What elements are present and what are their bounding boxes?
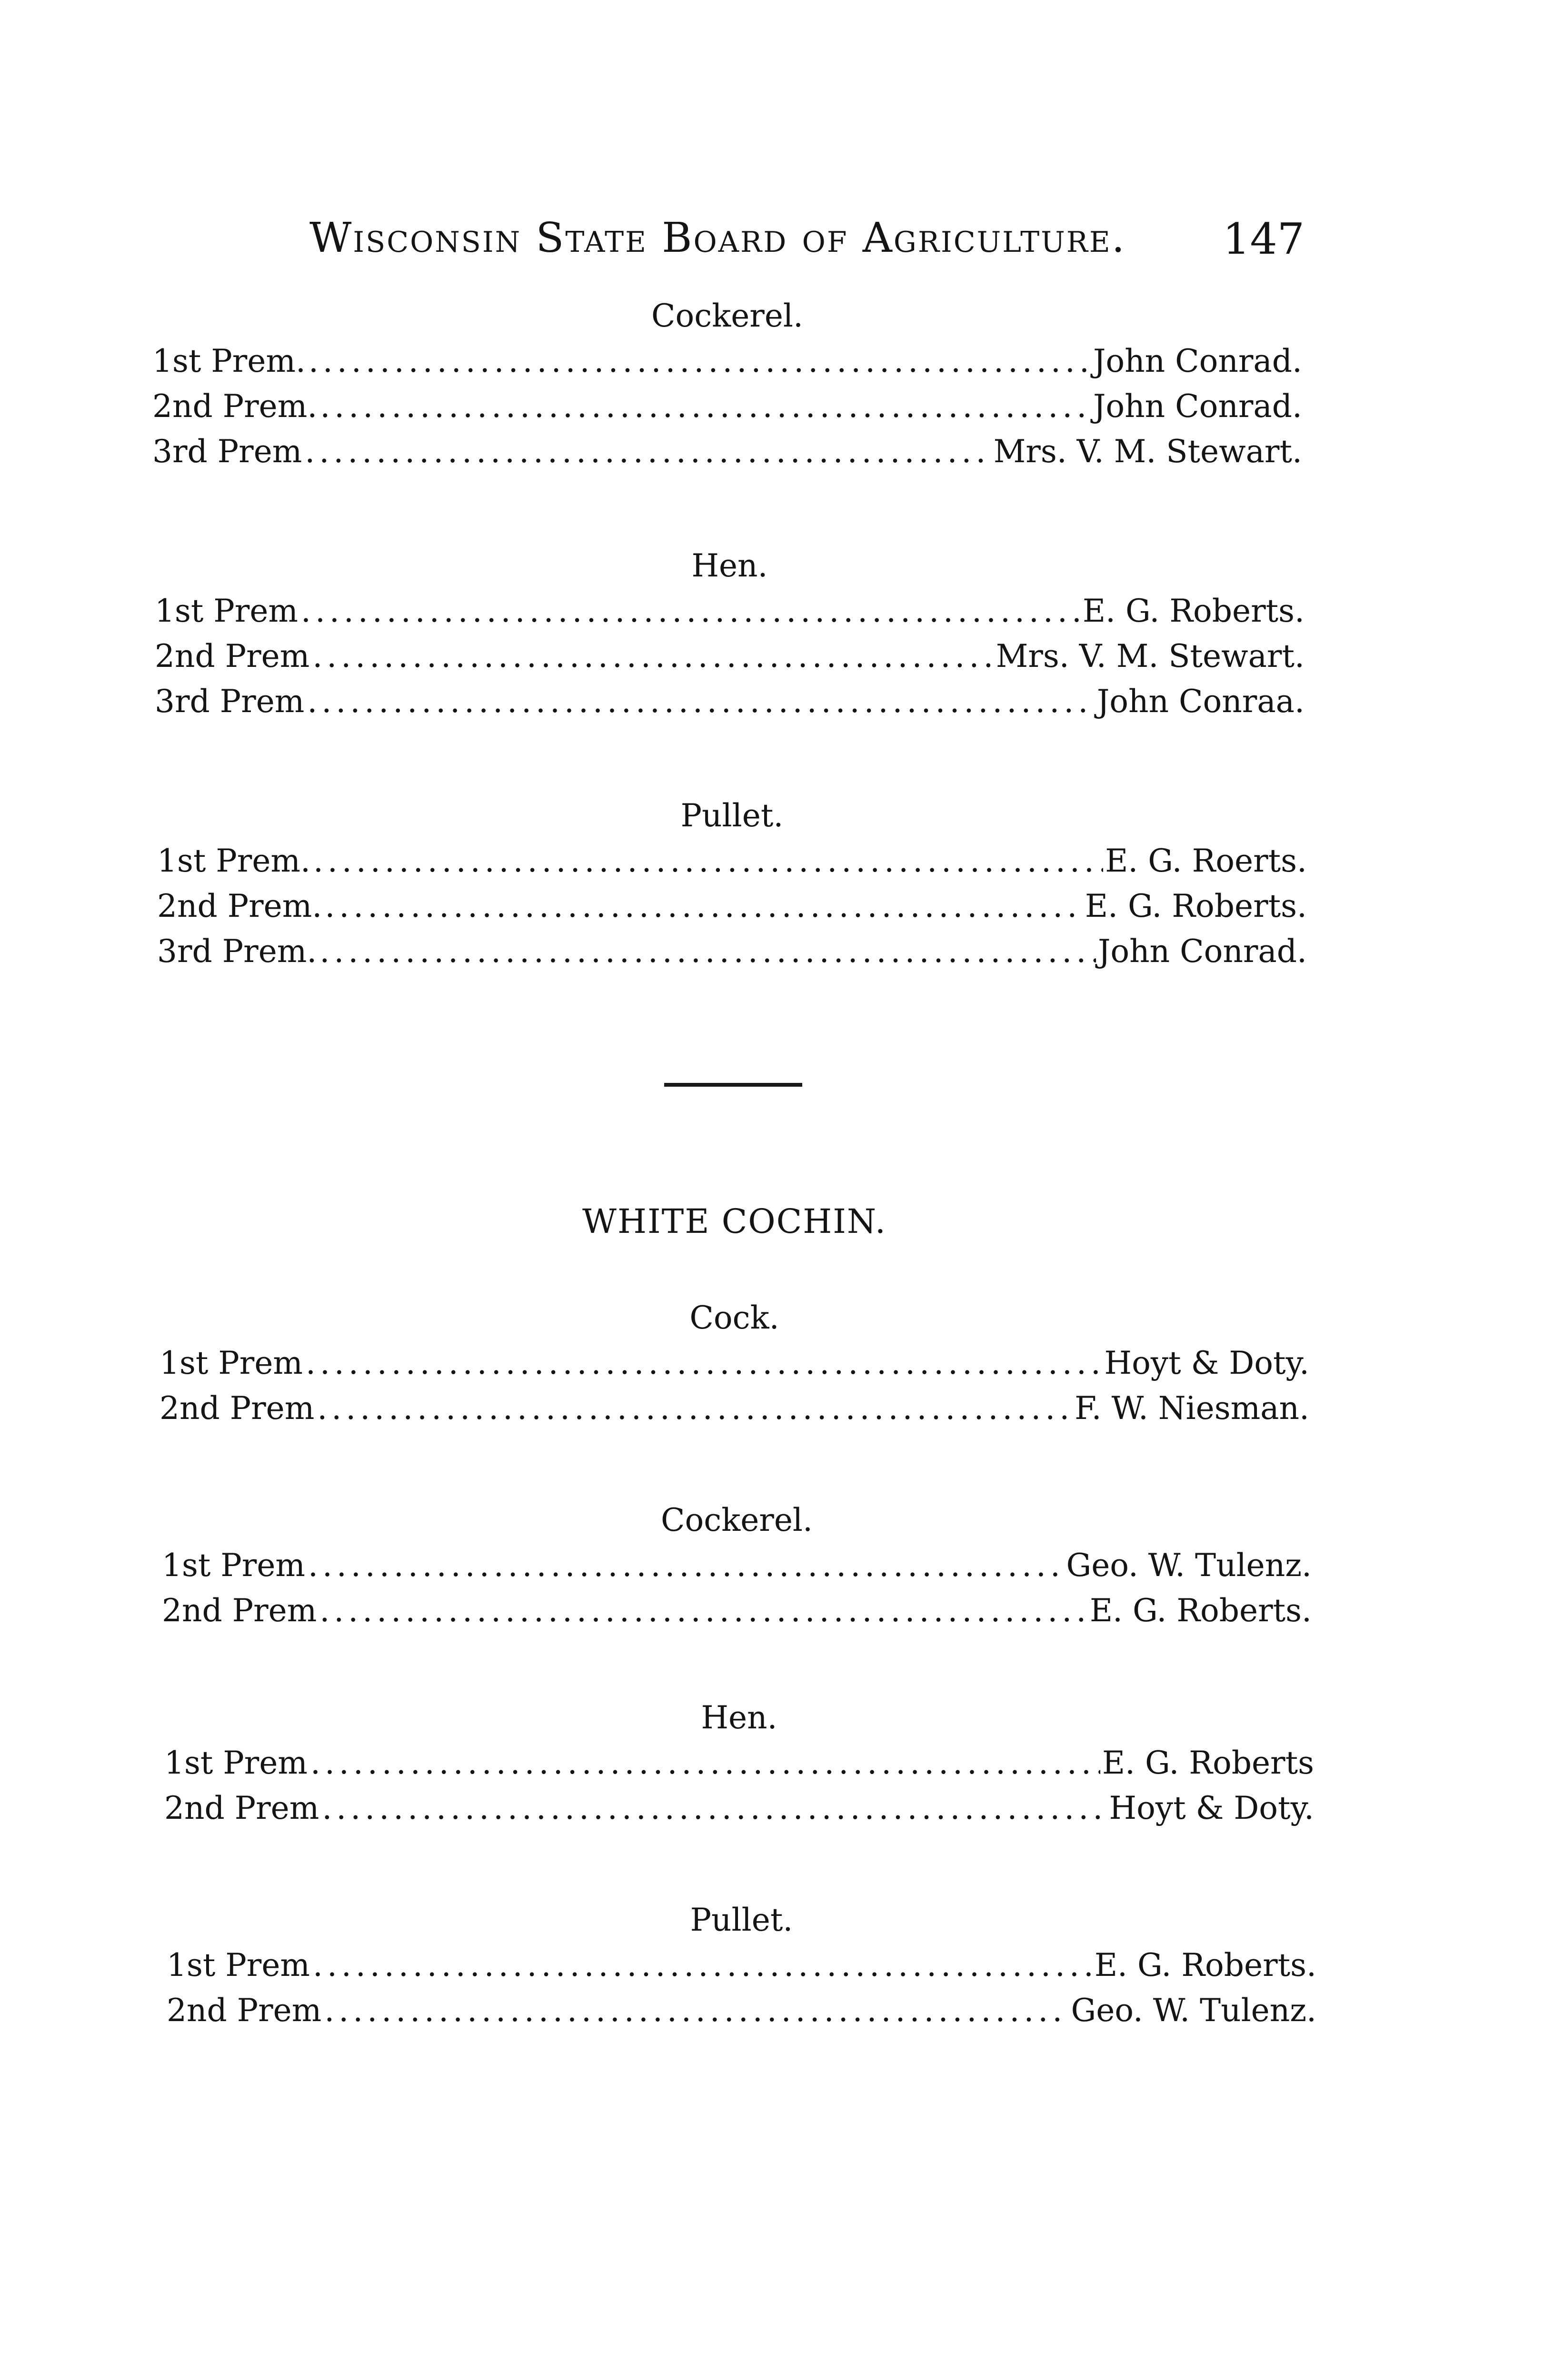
premium-place: 2nd Prem. — [157, 888, 322, 924]
premium-place: 2nd Prem — [164, 1790, 319, 1826]
section-divider — [664, 1083, 802, 1087]
premium-place: 3rd Prem. — [157, 933, 317, 970]
premium-winner: E. G. Roerts. — [1105, 843, 1307, 879]
premium-entry — [167, 1992, 1316, 2035]
dot-leader — [320, 388, 1091, 425]
premium-winner: John Conrad. — [1093, 343, 1302, 379]
dot-leader — [305, 433, 991, 470]
dot-leader — [307, 683, 1095, 720]
premium-place: 2nd Prem — [167, 1992, 322, 2029]
premium-entry — [164, 1745, 1314, 1787]
premium-entry — [159, 1390, 1309, 1433]
breed-title: WHITE COCHIN. — [582, 1202, 887, 1241]
premium-entry — [155, 593, 1305, 635]
page-header — [309, 205, 1305, 276]
premium-winner: Geo. W. Tulenz. — [1066, 1547, 1312, 1584]
class-heading: Hen. — [701, 1699, 777, 1736]
premium-winner: E. G. Roberts. — [1085, 888, 1307, 924]
class-heading: Pullet. — [690, 1902, 793, 1938]
premium-place: 3rd Prem — [152, 433, 302, 470]
premium-place: 3rd Prem — [155, 683, 305, 720]
premium-entry — [155, 683, 1305, 726]
premium-winner: Mrs. V. M. Stewart. — [996, 638, 1305, 674]
premium-place: 1st Prem — [162, 1547, 305, 1584]
premium-winner: E. G. Roberts. — [1082, 593, 1305, 629]
dot-leader — [312, 638, 994, 674]
class-heading: Cock. — [689, 1299, 779, 1336]
dot-leader — [319, 1592, 1088, 1629]
premium-place: 1st Prem — [167, 1947, 310, 1983]
premium-place: 2nd Prem. — [152, 388, 318, 425]
premium-place: 1st Prem — [159, 1345, 303, 1381]
premium-winner: F. W. Niesman. — [1075, 1390, 1309, 1427]
class-heading: Cockerel. — [651, 298, 803, 334]
premium-place: 2nd Prem — [159, 1390, 315, 1427]
dot-leader — [324, 1992, 1069, 2029]
class-heading: Pullet. — [680, 797, 784, 834]
premium-entry — [164, 1790, 1314, 1833]
premium-entry — [152, 433, 1302, 476]
premium-winner: E. G. Roberts. — [1094, 1947, 1316, 1983]
premium-entry — [159, 1345, 1309, 1388]
dot-leader — [317, 1390, 1073, 1427]
premium-entry — [157, 888, 1307, 931]
premium-entry — [162, 1547, 1312, 1590]
dot-leader — [319, 933, 1096, 970]
running-head: Wisconsin State Board of Agriculture. — [309, 214, 1126, 262]
premium-winner: E. G. Roberts. — [1089, 1592, 1312, 1629]
premium-entry — [157, 933, 1307, 976]
premium-place: 1st Prem. — [152, 343, 306, 379]
premium-winner: Hoyt & Doty. — [1104, 1345, 1309, 1381]
dot-leader — [308, 1547, 1065, 1584]
class-heading: Cockerel. — [661, 1502, 813, 1538]
dot-leader — [310, 1745, 1100, 1781]
premium-winner: E. G. Roberts — [1102, 1745, 1314, 1781]
page-number: 147 — [1223, 214, 1305, 264]
dot-leader — [313, 843, 1103, 879]
premium-entry — [155, 638, 1305, 681]
premium-entry — [167, 1947, 1316, 1990]
premium-entry — [152, 343, 1302, 386]
premium-place: 1st Prem — [155, 593, 298, 629]
premium-winner: John Conraa. — [1096, 683, 1305, 720]
premium-winner: John Conrad. — [1093, 388, 1302, 425]
dot-leader — [325, 888, 1083, 924]
premium-entry — [162, 1592, 1312, 1635]
premium-entry — [157, 843, 1307, 885]
dot-leader — [309, 343, 1091, 379]
premium-place: 1st Prem — [164, 1745, 308, 1781]
class-heading: Hen. — [691, 547, 768, 584]
premium-place: 1st Prem. — [157, 843, 310, 879]
dot-leader — [313, 1947, 1093, 1983]
premium-winner: Mrs. V. M. Stewart. — [993, 433, 1302, 470]
premium-entry — [152, 388, 1302, 431]
premium-place: 2nd Prem — [162, 1592, 317, 1629]
dot-leader — [322, 1790, 1107, 1826]
dot-leader — [301, 593, 1081, 629]
premium-place: 2nd Prem — [155, 638, 310, 674]
premium-winner: Geo. W. Tulenz. — [1071, 1992, 1316, 2029]
premium-winner: John Conrad. — [1097, 933, 1307, 970]
dot-leader — [306, 1345, 1103, 1381]
premium-winner: Hoyt & Doty. — [1109, 1790, 1314, 1826]
